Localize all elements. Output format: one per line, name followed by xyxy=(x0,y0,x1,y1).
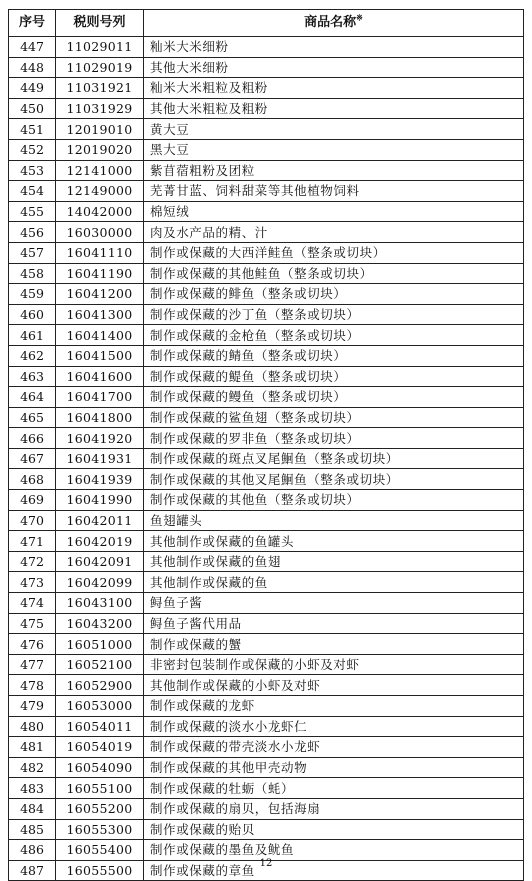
table-row xyxy=(9,757,524,778)
code-cell: 16055400 xyxy=(56,840,144,861)
seq-cell: 475 xyxy=(9,613,56,634)
code-cell: 16052100 xyxy=(56,654,144,675)
header-seq: 序号 xyxy=(9,10,56,37)
table-row xyxy=(9,201,524,222)
seq-cell: 458 xyxy=(9,263,56,284)
table-row xyxy=(9,263,524,284)
table-row xyxy=(9,160,524,181)
seq-cell: 455 xyxy=(9,201,56,222)
seq-cell: 482 xyxy=(9,757,56,778)
seq-cell: 474 xyxy=(9,593,56,614)
name-cell: 肉及水产品的精、汁 xyxy=(144,222,524,243)
name-cell: 其他制作或保藏的鱼罐头 xyxy=(144,531,524,552)
name-cell: 制作或保藏的墨鱼及鱿鱼 xyxy=(144,840,524,861)
name-cell: 制作或保藏的带壳淡水小龙虾 xyxy=(144,737,524,758)
name-cell: 棉短绒 xyxy=(144,201,524,222)
name-cell: 制作或保藏的牡蛎（蚝） xyxy=(144,778,524,799)
table-row xyxy=(9,284,524,305)
table-row xyxy=(9,78,524,99)
name-cell: 籼米大米细粉 xyxy=(144,37,524,58)
table-row xyxy=(9,428,524,449)
name-cell: 紫苜蓿粗粉及团粒 xyxy=(144,160,524,181)
seq-cell: 452 xyxy=(9,139,56,160)
name-cell: 非密封包装制作或保藏的小虾及对虾 xyxy=(144,654,524,675)
table-row xyxy=(9,778,524,799)
seq-cell: 454 xyxy=(9,181,56,202)
seq-cell: 449 xyxy=(9,78,56,99)
name-cell: 籼米大米粗粒及粗粉 xyxy=(144,78,524,99)
code-cell: 11031929 xyxy=(56,98,144,119)
name-cell: 制作或保藏的鲨鱼翅（整条或切块） xyxy=(144,407,524,428)
seq-cell: 465 xyxy=(9,407,56,428)
table-row xyxy=(9,407,524,428)
header-code: 税则号列 xyxy=(56,10,144,37)
seq-cell: 480 xyxy=(9,716,56,737)
name-cell: 其他制作或保藏的鱼 xyxy=(144,572,524,593)
table-row xyxy=(9,387,524,408)
seq-cell: 470 xyxy=(9,510,56,531)
code-cell: 16041110 xyxy=(56,242,144,263)
code-cell: 12019010 xyxy=(56,119,144,140)
seq-cell: 453 xyxy=(9,160,56,181)
name-cell: 制作或保藏的其他甲壳动物 xyxy=(144,757,524,778)
name-cell: 制作或保藏的鳗鱼（整条或切块） xyxy=(144,387,524,408)
table-row xyxy=(9,57,524,78)
code-cell: 16054011 xyxy=(56,716,144,737)
table-header-row xyxy=(9,10,524,37)
table-row xyxy=(9,551,524,572)
name-cell: 制作或保藏的龙虾 xyxy=(144,696,524,717)
seq-cell: 450 xyxy=(9,98,56,119)
table-row xyxy=(9,345,524,366)
code-cell: 16041200 xyxy=(56,284,144,305)
table-row xyxy=(9,366,524,387)
table-row xyxy=(9,531,524,552)
name-cell: 其他制作或保藏的小虾及对虾 xyxy=(144,675,524,696)
table-row xyxy=(9,242,524,263)
name-cell: 制作或保藏的蟹 xyxy=(144,634,524,655)
name-cell: 其他大米细粉 xyxy=(144,57,524,78)
page-number: 12 xyxy=(259,858,273,869)
name-cell: 制作或保藏的扇贝，包括海扇 xyxy=(144,798,524,819)
name-cell: 鲟鱼子酱 xyxy=(144,593,524,614)
seq-cell: 462 xyxy=(9,345,56,366)
code-cell: 16055200 xyxy=(56,798,144,819)
code-cell: 16055300 xyxy=(56,819,144,840)
seq-cell: 485 xyxy=(9,819,56,840)
table-row xyxy=(9,716,524,737)
tariff-table-container xyxy=(8,9,523,881)
table-row xyxy=(9,98,524,119)
name-cell: 芜菁甘蓝、饲料甜菜等其他植物饲料 xyxy=(144,181,524,202)
seq-cell: 469 xyxy=(9,490,56,511)
code-cell: 16041400 xyxy=(56,325,144,346)
code-cell: 16041990 xyxy=(56,490,144,511)
table-row xyxy=(9,654,524,675)
name-cell: 制作或保藏的其他叉尾鮰鱼（整条或切块） xyxy=(144,469,524,490)
seq-cell: 479 xyxy=(9,696,56,717)
code-cell: 16041939 xyxy=(56,469,144,490)
seq-cell: 460 xyxy=(9,304,56,325)
seq-cell: 472 xyxy=(9,551,56,572)
name-cell: 制作或保藏的鲱鱼（整条或切块） xyxy=(144,284,524,305)
name-cell: 制作或保藏的沙丁鱼（整条或切块） xyxy=(144,304,524,325)
code-cell: 16041931 xyxy=(56,448,144,469)
name-cell: 制作或保藏的鳀鱼（整条或切块） xyxy=(144,366,524,387)
table-row xyxy=(9,469,524,490)
code-cell: 16041190 xyxy=(56,263,144,284)
seq-cell: 483 xyxy=(9,778,56,799)
seq-cell: 477 xyxy=(9,654,56,675)
seq-cell: 447 xyxy=(9,37,56,58)
table-row xyxy=(9,119,524,140)
code-cell: 12149000 xyxy=(56,181,144,202)
code-cell: 16041300 xyxy=(56,304,144,325)
code-cell: 16042011 xyxy=(56,510,144,531)
seq-cell: 464 xyxy=(9,387,56,408)
code-cell: 11031921 xyxy=(56,78,144,99)
name-cell: 制作或保藏的淡水小龙虾仁 xyxy=(144,716,524,737)
code-cell: 16041600 xyxy=(56,366,144,387)
seq-cell: 459 xyxy=(9,284,56,305)
table-row xyxy=(9,593,524,614)
code-cell: 16030000 xyxy=(56,222,144,243)
table-row xyxy=(9,798,524,819)
code-cell: 16042091 xyxy=(56,551,144,572)
table-row xyxy=(9,675,524,696)
seq-cell: 448 xyxy=(9,57,56,78)
table-row xyxy=(9,510,524,531)
name-cell: 黑大豆 xyxy=(144,139,524,160)
table-row xyxy=(9,37,524,58)
seq-cell: 478 xyxy=(9,675,56,696)
seq-cell: 451 xyxy=(9,119,56,140)
code-cell: 16054090 xyxy=(56,757,144,778)
seq-cell: 456 xyxy=(9,222,56,243)
code-cell: 11029011 xyxy=(56,37,144,58)
code-cell: 12019020 xyxy=(56,139,144,160)
seq-cell: 461 xyxy=(9,325,56,346)
name-cell: 制作或保藏的斑点叉尾鮰鱼（整条或切块） xyxy=(144,448,524,469)
name-cell: 制作或保藏的罗非鱼（整条或切块） xyxy=(144,428,524,449)
code-cell: 11029019 xyxy=(56,57,144,78)
code-cell: 16043200 xyxy=(56,613,144,634)
table-row xyxy=(9,181,524,202)
seq-cell: 467 xyxy=(9,448,56,469)
code-cell: 16052900 xyxy=(56,675,144,696)
table-row xyxy=(9,139,524,160)
name-cell: 制作或保藏的鲭鱼（整条或切块） xyxy=(144,345,524,366)
code-cell: 14042000 xyxy=(56,201,144,222)
header-name-text: 商品名称 xyxy=(304,15,357,30)
table-row xyxy=(9,613,524,634)
name-cell: 黄大豆 xyxy=(144,119,524,140)
name-cell: 其他大米粗粒及粗粉 xyxy=(144,98,524,119)
code-cell: 16042019 xyxy=(56,531,144,552)
seq-cell: 476 xyxy=(9,634,56,655)
name-cell: 鲟鱼子酱代用品 xyxy=(144,613,524,634)
table-row xyxy=(9,737,524,758)
table-row xyxy=(9,634,524,655)
seq-cell: 487 xyxy=(9,860,56,881)
seq-cell: 484 xyxy=(9,798,56,819)
code-cell: 16055500 xyxy=(56,860,144,881)
seq-cell: 466 xyxy=(9,428,56,449)
name-cell: 鱼翅罐头 xyxy=(144,510,524,531)
name-cell: 制作或保藏的章鱼 xyxy=(144,860,524,881)
code-cell: 16041920 xyxy=(56,428,144,449)
seq-cell: 463 xyxy=(9,366,56,387)
table-row xyxy=(9,325,524,346)
name-cell: 制作或保藏的大西洋鲑鱼（整条或切块） xyxy=(144,242,524,263)
name-cell: 其他制作或保藏的鱼翅 xyxy=(144,551,524,572)
seq-cell: 468 xyxy=(9,469,56,490)
seq-cell: 471 xyxy=(9,531,56,552)
seq-cell: 457 xyxy=(9,242,56,263)
code-cell: 16041700 xyxy=(56,387,144,408)
code-cell: 16055100 xyxy=(56,778,144,799)
table-row xyxy=(9,490,524,511)
name-cell: 制作或保藏的贻贝 xyxy=(144,819,524,840)
seq-cell: 481 xyxy=(9,737,56,758)
code-cell: 16054019 xyxy=(56,737,144,758)
table-row xyxy=(9,819,524,840)
code-cell: 16041500 xyxy=(56,345,144,366)
table-row xyxy=(9,696,524,717)
table-row xyxy=(9,572,524,593)
name-cell: 制作或保藏的金枪鱼（整条或切块） xyxy=(144,325,524,346)
code-cell: 16043100 xyxy=(56,593,144,614)
table-row xyxy=(9,222,524,243)
table-body xyxy=(9,37,524,881)
header-name xyxy=(144,10,524,37)
code-cell: 16051000 xyxy=(56,634,144,655)
code-cell: 16041800 xyxy=(56,407,144,428)
tariff-table xyxy=(8,9,524,881)
table-row xyxy=(9,304,524,325)
code-cell: 12141000 xyxy=(56,160,144,181)
name-cell: 制作或保藏的其他鱼（整条或切块） xyxy=(144,490,524,511)
name-cell: 制作或保藏的其他鲑鱼（整条或切块） xyxy=(144,263,524,284)
table-row xyxy=(9,448,524,469)
seq-cell: 486 xyxy=(9,840,56,861)
code-cell: 16042099 xyxy=(56,572,144,593)
header-name-mark: ※ xyxy=(356,12,363,23)
seq-cell: 473 xyxy=(9,572,56,593)
code-cell: 16053000 xyxy=(56,696,144,717)
